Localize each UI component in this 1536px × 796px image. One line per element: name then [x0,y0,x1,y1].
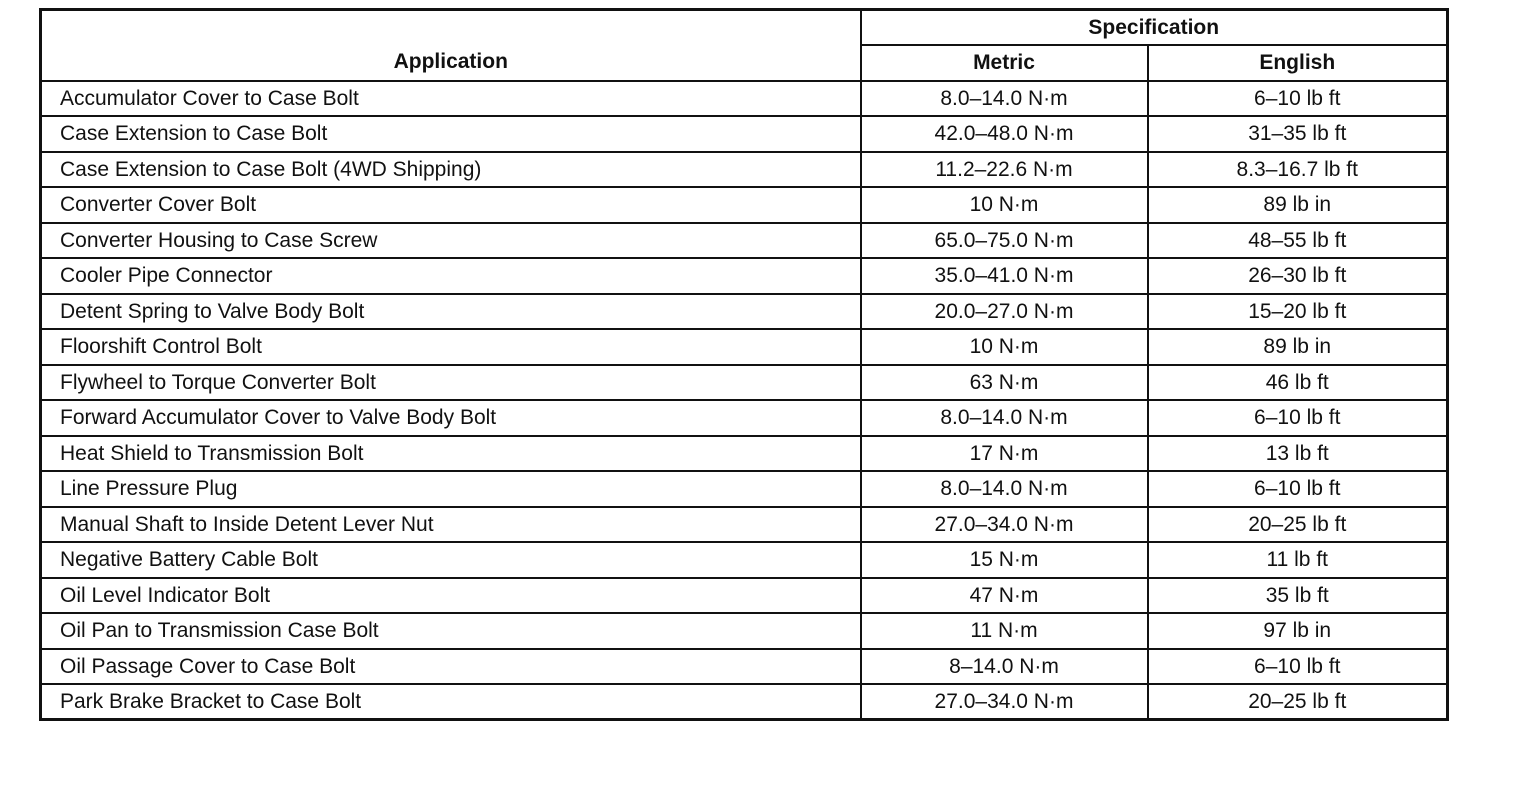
metric-value-cell: 11.2–22.6 N·m [861,152,1148,188]
table-row [41,578,1448,614]
metric-value-cell: 11 N·m [861,613,1148,649]
application-cell: Case Extension to Case Bolt (4WD Shipping) [41,152,861,188]
metric-value-cell: 8.0–14.0 N·m [861,400,1148,436]
metric-value-cell: 63 N·m [861,365,1148,401]
english-value-cell: 11 lb ft [1148,542,1448,578]
table-row [41,116,1448,152]
application-cell: Converter Housing to Case Screw [41,223,861,259]
english-value-cell: 6–10 lb ft [1148,471,1448,507]
english-value-cell: 13 lb ft [1148,436,1448,472]
table-row [41,329,1448,365]
application-cell: Oil Pan to Transmission Case Bolt [41,613,861,649]
application-cell: Detent Spring to Valve Body Bolt [41,294,861,330]
english-column-header: English [1148,45,1448,81]
application-cell: Converter Cover Bolt [41,187,861,223]
table-row [41,152,1448,188]
table-header [41,10,1448,81]
english-value-cell: 46 lb ft [1148,365,1448,401]
table-row [41,542,1448,578]
table-row [41,684,1448,720]
english-value-cell: 6–10 lb ft [1148,649,1448,685]
metric-value-cell: 35.0–41.0 N·m [861,258,1148,294]
application-cell: Oil Passage Cover to Case Bolt [41,649,861,685]
metric-value-cell: 10 N·m [861,187,1148,223]
table-row [41,436,1448,472]
table-row [41,365,1448,401]
application-cell: Manual Shaft to Inside Detent Lever Nut [41,507,861,543]
table-row [41,187,1448,223]
metric-value-cell: 65.0–75.0 N·m [861,223,1148,259]
table-row [41,294,1448,330]
specification-group-header: Specification [861,10,1448,46]
metric-value-cell: 27.0–34.0 N·m [861,507,1148,543]
application-column-header: Application [41,10,861,81]
english-value-cell: 20–25 lb ft [1148,684,1448,720]
metric-value-cell: 47 N·m [861,578,1148,614]
application-cell: Case Extension to Case Bolt [41,116,861,152]
english-value-cell: 97 lb in [1148,613,1448,649]
english-value-cell: 8.3–16.7 lb ft [1148,152,1448,188]
table-row [41,471,1448,507]
application-cell: Negative Battery Cable Bolt [41,542,861,578]
application-cell: Line Pressure Plug [41,471,861,507]
english-value-cell: 26–30 lb ft [1148,258,1448,294]
english-value-cell: 35 lb ft [1148,578,1448,614]
application-cell: Park Brake Bracket to Case Bolt [41,684,861,720]
english-value-cell: 31–35 lb ft [1148,116,1448,152]
application-cell: Floorshift Control Bolt [41,329,861,365]
metric-value-cell: 10 N·m [861,329,1148,365]
metric-value-cell: 8.0–14.0 N·m [861,81,1148,117]
english-value-cell: 6–10 lb ft [1148,81,1448,117]
table-row [41,81,1448,117]
table-row [41,258,1448,294]
english-value-cell: 89 lb in [1148,329,1448,365]
english-value-cell: 6–10 lb ft [1148,400,1448,436]
application-cell: Accumulator Cover to Case Bolt [41,81,861,117]
metric-value-cell: 8–14.0 N·m [861,649,1148,685]
table-row [41,400,1448,436]
metric-value-cell: 15 N·m [861,542,1148,578]
table-row [41,507,1448,543]
metric-value-cell: 27.0–34.0 N·m [861,684,1148,720]
fastener-spec-table [39,8,1449,721]
english-value-cell: 89 lb in [1148,187,1448,223]
application-cell: Heat Shield to Transmission Bolt [41,436,861,472]
application-cell: Oil Level Indicator Bolt [41,578,861,614]
metric-value-cell: 20.0–27.0 N·m [861,294,1148,330]
metric-column-header: Metric [861,45,1148,81]
english-value-cell: 20–25 lb ft [1148,507,1448,543]
metric-value-cell: 42.0–48.0 N·m [861,116,1148,152]
table-row [41,223,1448,259]
header-row-top [41,10,1448,46]
english-value-cell: 48–55 lb ft [1148,223,1448,259]
application-cell: Flywheel to Torque Converter Bolt [41,365,861,401]
metric-value-cell: 8.0–14.0 N·m [861,471,1148,507]
english-value-cell: 15–20 lb ft [1148,294,1448,330]
table-body [41,81,1448,720]
table-row [41,649,1448,685]
metric-value-cell: 17 N·m [861,436,1148,472]
application-cell: Cooler Pipe Connector [41,258,861,294]
table-row [41,613,1448,649]
application-cell: Forward Accumulator Cover to Valve Body Bolt [41,400,861,436]
